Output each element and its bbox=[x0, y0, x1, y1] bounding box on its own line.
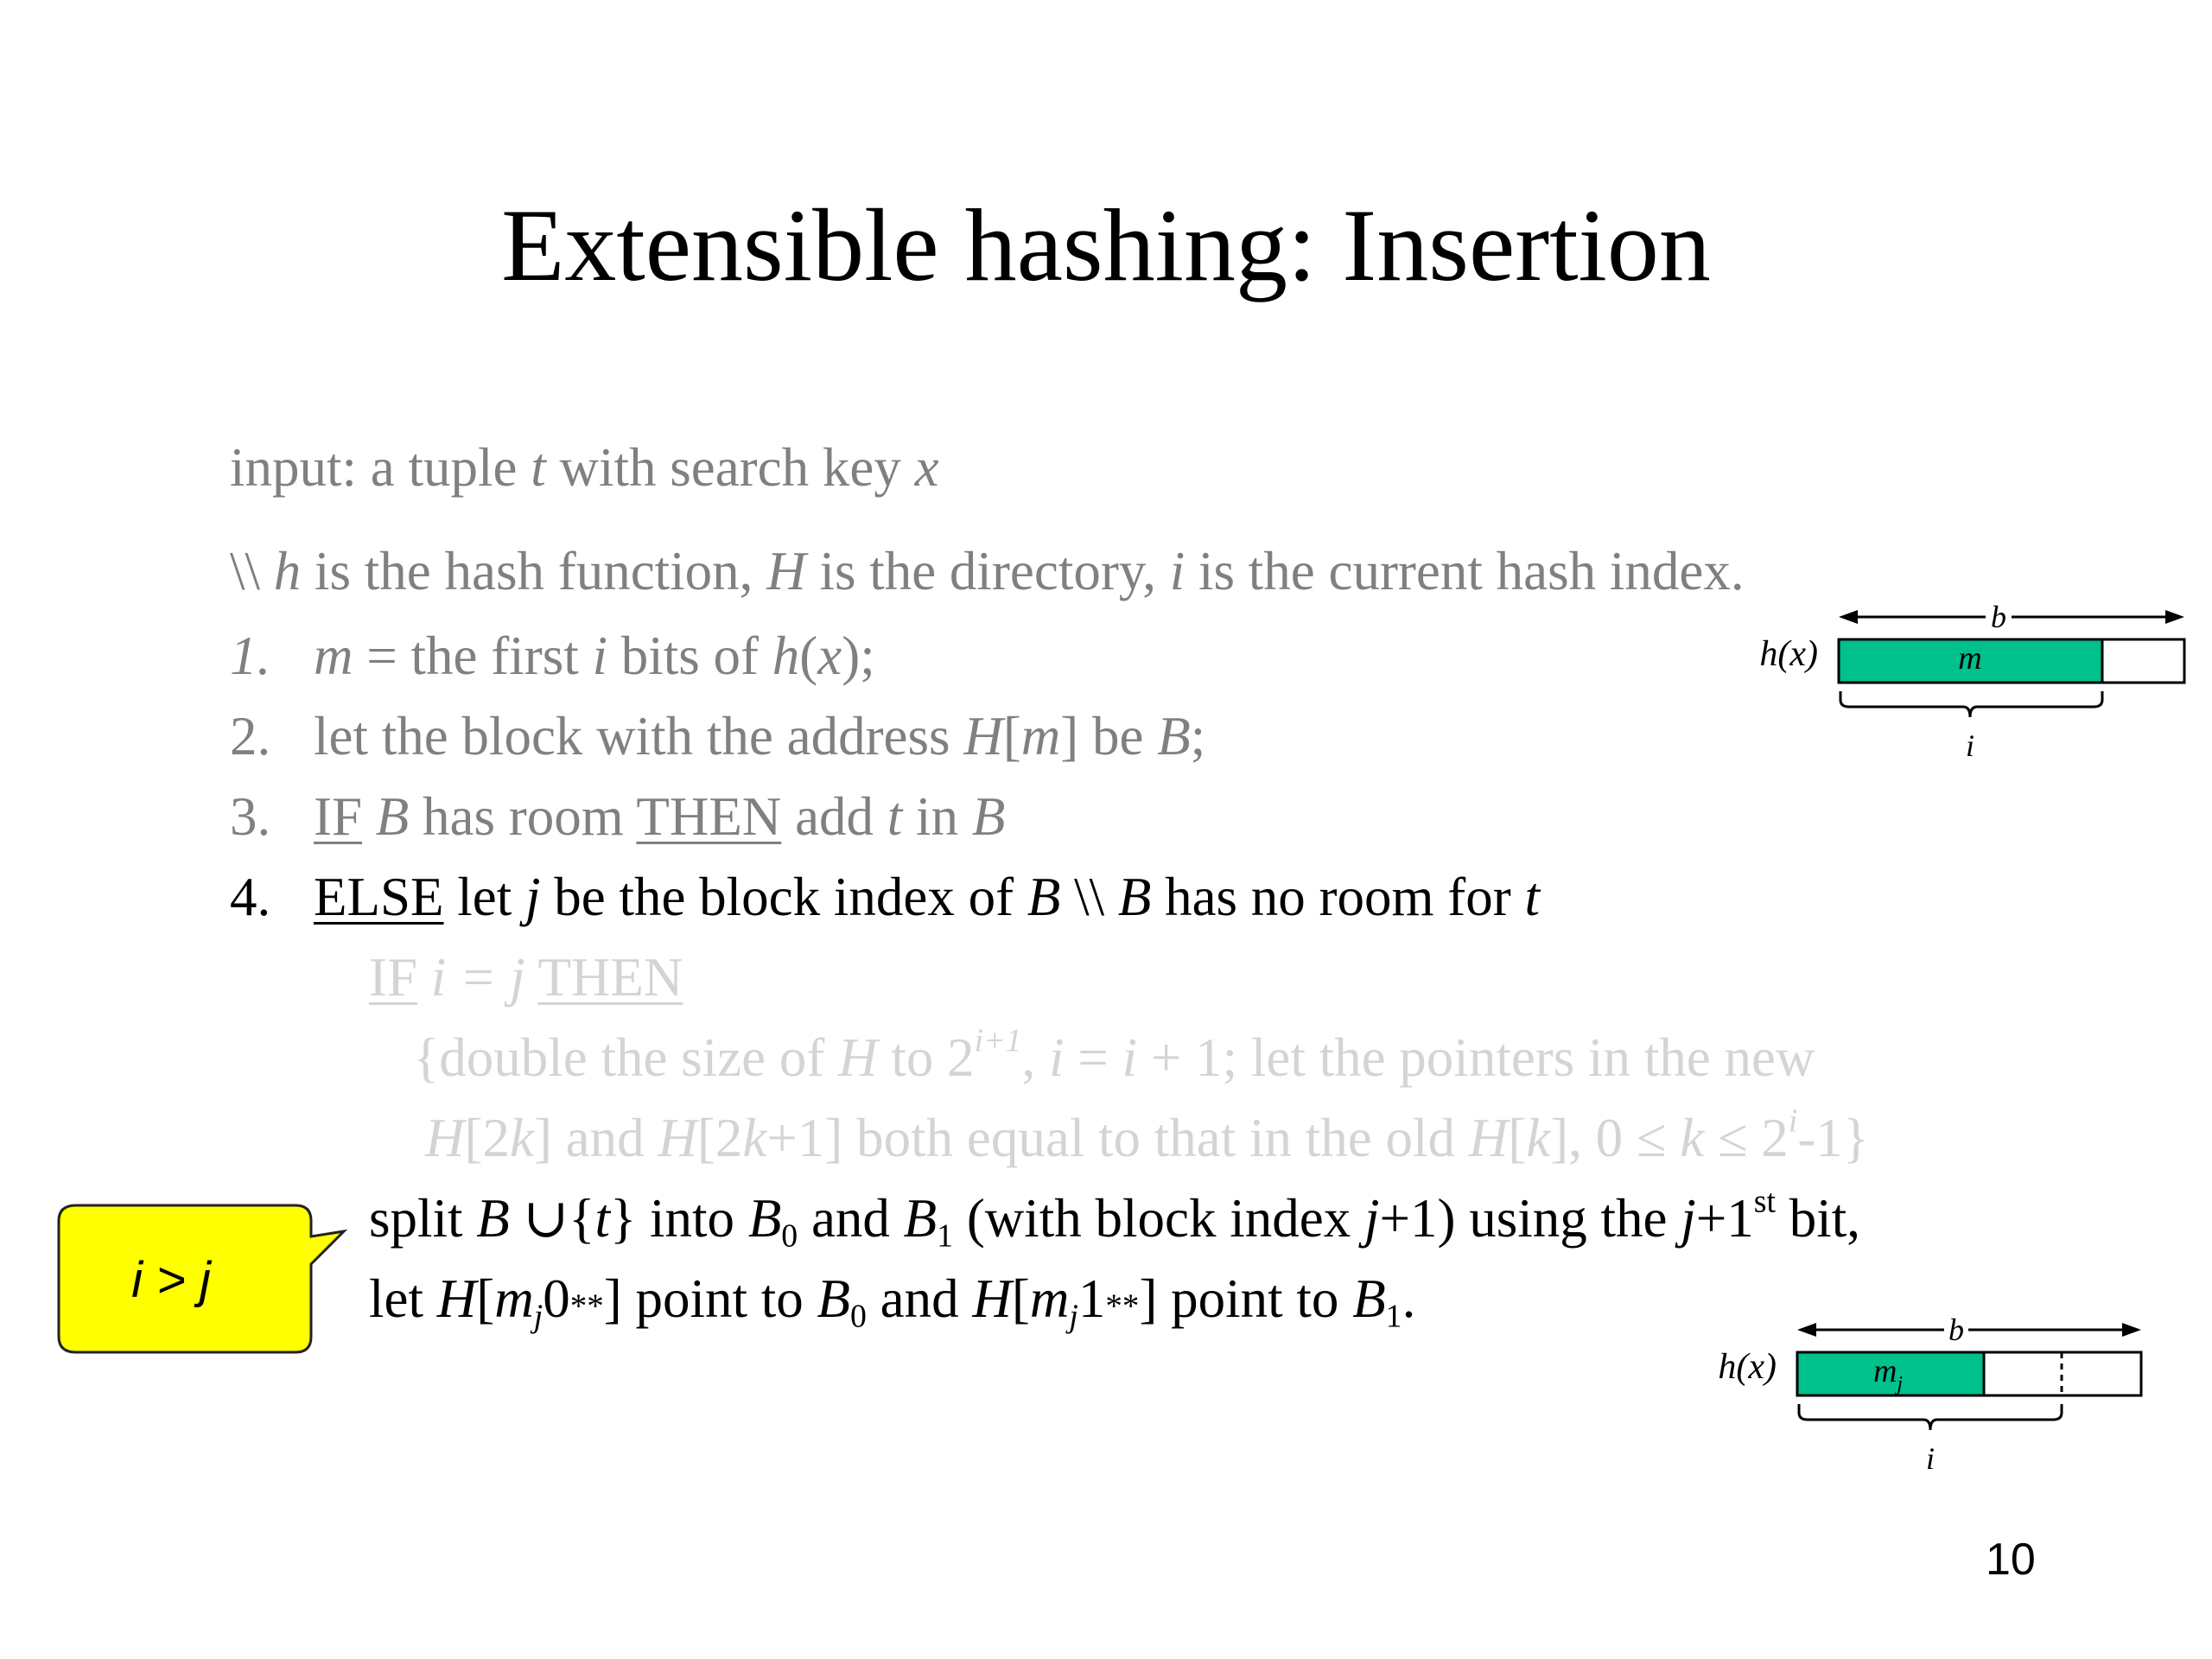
comment-line: \\ h is the hash function, H is the directory, i is the current hash index. bbox=[230, 541, 1745, 601]
i-label: i bbox=[1925, 1441, 1936, 1476]
brace bbox=[1799, 1404, 2062, 1430]
step-number: 4. bbox=[230, 867, 271, 927]
m-label: m bbox=[1958, 640, 1982, 677]
split-line: split B ∪{t} into $B_0$ and $B_1$ (with block index j+1) using the j+1st bit, bbox=[369, 1183, 1861, 1255]
hx-label: h(x) bbox=[1759, 634, 1818, 674]
step-1: 1. m = the first i bits of h(x); bbox=[230, 626, 875, 686]
slide-title: Extensible hashing: Insertion bbox=[501, 188, 1711, 302]
mj-label: $m_j$ bbox=[1872, 1353, 1904, 1395]
input-line: input: a tuple t with search key x bbox=[230, 437, 939, 498]
double-line-1: {double the size of H to $2^{i+1}$, i = i + 1; let the pointers in the new bbox=[413, 1022, 1815, 1088]
if-line: IF i = j THEN bbox=[369, 947, 683, 1007]
b-label: b bbox=[1991, 600, 2006, 634]
page-number: 10 bbox=[1986, 1535, 2036, 1585]
step-number: 3. bbox=[230, 786, 271, 847]
step-number: 2. bbox=[230, 706, 271, 766]
step-4: 4. ELSE let j be the block index of B \\ B has no room for t bbox=[230, 867, 1541, 927]
let-line: let $H[m_j0**]$ point to $B_0$ and $H[m_j1**]$ point to $B_1$. bbox=[369, 1268, 1416, 1335]
hash-bits-diagram-1 bbox=[1737, 596, 2203, 778]
double-line-2: H[2k] and H[2k+1] both equal to that in the old H[k], $0 \le k \le 2^i-1$} bbox=[425, 1103, 1870, 1168]
brace bbox=[1840, 691, 2102, 717]
step-number: 1. bbox=[230, 626, 271, 686]
step-2: 2. let the block with the address H[m] be B; bbox=[230, 706, 1206, 766]
step-3: 3. IF B has room THEN add t in B bbox=[230, 786, 1006, 847]
callout-text: i > j bbox=[131, 1252, 211, 1308]
b-label: b bbox=[1948, 1313, 1964, 1347]
i-label: i bbox=[1965, 728, 1975, 763]
hash-bits-diagram-2 bbox=[1694, 1309, 2160, 1491]
hx-label: h(x) bbox=[1718, 1347, 1777, 1387]
